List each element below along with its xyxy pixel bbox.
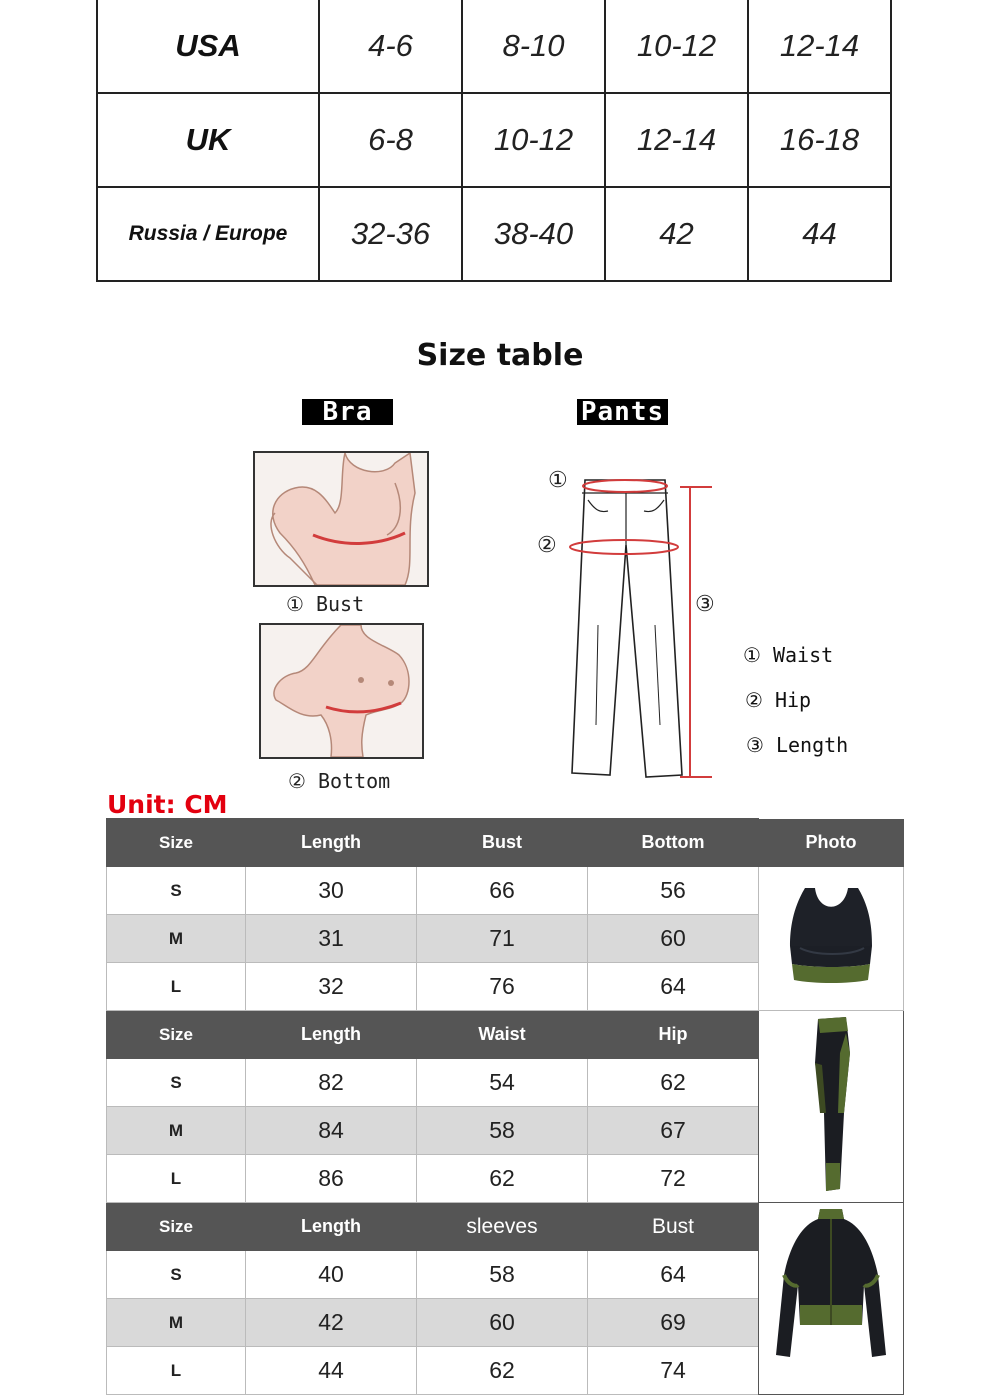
conversion-value: 4-6 — [319, 0, 462, 93]
conversion-value: 32-36 — [319, 187, 462, 281]
photo-header: Photo — [759, 819, 904, 867]
pants-tag: Pants — [577, 399, 668, 425]
value-cell: 58 — [417, 1107, 588, 1155]
bust-caption: ① Bust — [286, 592, 365, 616]
column-header: Waist — [417, 1011, 588, 1059]
column-header: Length — [246, 819, 417, 867]
conversion-value: 42 — [605, 187, 748, 281]
value-cell: 71 — [417, 915, 588, 963]
conversion-value: 44 — [748, 187, 891, 281]
bra-photo — [759, 867, 904, 1011]
size-cell: S — [107, 1059, 246, 1107]
column-header: Length — [246, 1203, 417, 1251]
size-cell: S — [107, 867, 246, 915]
size-table-title: Size table — [416, 338, 584, 373]
conversion-value: 10-12 — [605, 0, 748, 93]
value-cell: 62 — [588, 1059, 759, 1107]
unit-label: Unit: CM — [107, 790, 228, 819]
table-header-row — [107, 819, 904, 867]
value-cell: 31 — [246, 915, 417, 963]
value-cell: 66 — [417, 867, 588, 915]
bust-measure-illustration — [253, 451, 429, 587]
column-header: Size — [107, 819, 246, 867]
sports-bra-icon — [760, 868, 902, 1004]
bra-tag: Bra — [302, 399, 393, 425]
underbust-figure-icon — [261, 625, 422, 757]
value-cell: 67 — [588, 1107, 759, 1155]
conversion-row-usa — [97, 0, 891, 93]
value-cell: 44 — [246, 1347, 417, 1395]
column-header: Bust — [588, 1203, 759, 1251]
bottom-measure-illustration — [259, 623, 424, 759]
size-chart-table — [106, 818, 904, 1395]
conversion-value: 12-14 — [748, 0, 891, 93]
size-cell: L — [107, 1155, 246, 1203]
conversion-value: 12-14 — [605, 93, 748, 187]
value-cell: 42 — [246, 1299, 417, 1347]
size-cell: S — [107, 1251, 246, 1299]
conversion-value: 10-12 — [462, 93, 605, 187]
value-cell: 54 — [417, 1059, 588, 1107]
conversion-value: 6-8 — [319, 93, 462, 187]
value-cell: 84 — [246, 1107, 417, 1155]
conversion-row-uk — [97, 93, 891, 187]
value-cell: 69 — [588, 1299, 759, 1347]
value-cell: 64 — [588, 963, 759, 1011]
long-sleeve-top-icon — [760, 1205, 902, 1387]
size-cell: L — [107, 963, 246, 1011]
conversion-value: 8-10 — [462, 0, 605, 93]
column-header: Bottom — [588, 819, 759, 867]
value-cell: 62 — [417, 1347, 588, 1395]
value-cell: 60 — [417, 1299, 588, 1347]
value-cell: 30 — [246, 867, 417, 915]
country-label: USA — [97, 0, 319, 93]
table-header-row — [107, 1011, 904, 1059]
size-chart — [106, 818, 904, 1395]
value-cell: 76 — [417, 963, 588, 1011]
bottom-caption: ② Bottom — [288, 769, 391, 793]
size-cell: M — [107, 1107, 246, 1155]
column-header: Hip — [588, 1011, 759, 1059]
conversion-value: 16-18 — [748, 93, 891, 187]
column-header: Size — [107, 1011, 246, 1059]
legend-waist: ① Waist — [743, 643, 834, 667]
top-photo — [759, 1203, 904, 1395]
size-cell: M — [107, 915, 246, 963]
conversion-value: 38-40 — [462, 187, 605, 281]
value-cell: 86 — [246, 1155, 417, 1203]
size-cell: M — [107, 1299, 246, 1347]
country-label: Russia / Europe — [97, 187, 319, 281]
legend-hip: ② Hip — [745, 688, 812, 712]
value-cell: 82 — [246, 1059, 417, 1107]
value-cell: 60 — [588, 915, 759, 963]
value-cell: 58 — [417, 1251, 588, 1299]
column-header: sleeves — [417, 1203, 588, 1251]
waist-marker: ① — [548, 468, 568, 493]
value-cell: 40 — [246, 1251, 417, 1299]
value-cell: 62 — [417, 1155, 588, 1203]
column-header: Size — [107, 1203, 246, 1251]
size-cell: L — [107, 1347, 246, 1395]
hip-marker: ② — [537, 533, 557, 558]
value-cell: 72 — [588, 1155, 759, 1203]
legend-length: ③ Length — [746, 733, 849, 757]
length-marker: ③ — [695, 592, 715, 617]
size-conversion-table — [96, 0, 892, 282]
leggings-photo — [759, 1011, 904, 1203]
value-cell: 64 — [588, 1251, 759, 1299]
bust-figure-icon — [255, 453, 427, 585]
conversion-row-russia-europe — [97, 187, 891, 281]
table-header-row — [107, 1203, 904, 1251]
leggings-icon — [760, 1013, 902, 1195]
column-header: Length — [246, 1011, 417, 1059]
column-header: Bust — [417, 819, 588, 867]
table-row — [107, 867, 904, 915]
value-cell: 74 — [588, 1347, 759, 1395]
pants-diagram-icon — [560, 475, 720, 785]
value-cell: 56 — [588, 867, 759, 915]
country-label: UK — [97, 93, 319, 187]
value-cell: 32 — [246, 963, 417, 1011]
